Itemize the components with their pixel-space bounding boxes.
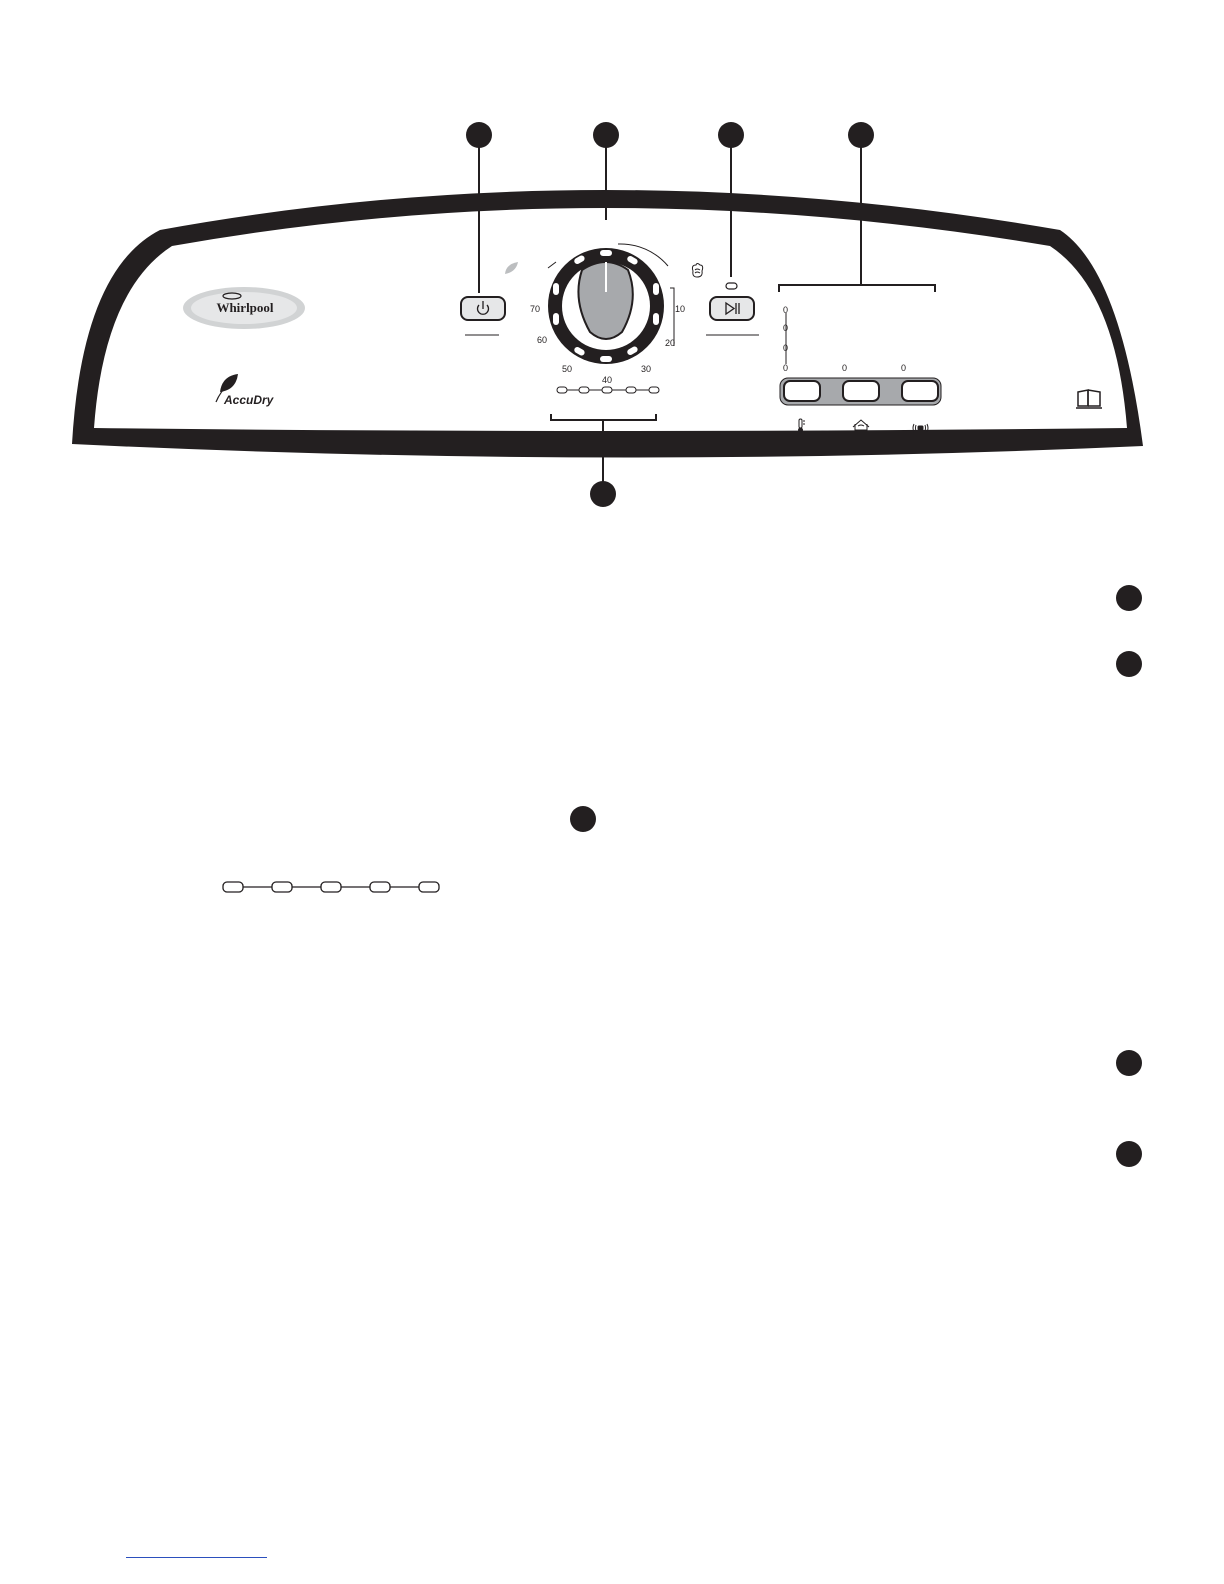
- scale-label-50: 50: [562, 364, 573, 374]
- scale-label-40: 40: [602, 375, 613, 385]
- signal-button[interactable]: [902, 381, 938, 401]
- level-label-4: 0: [783, 363, 789, 373]
- callout-marker-2: [593, 122, 619, 148]
- footer-link-underline[interactable]: [126, 1557, 267, 1558]
- dryness-button[interactable]: [843, 381, 879, 401]
- temperature-button[interactable]: [784, 381, 820, 401]
- callout-marker-3: [718, 122, 744, 148]
- callout-marker-5: [590, 481, 616, 507]
- start-indicator-led: [726, 283, 737, 289]
- section-marker-d: [1116, 1050, 1142, 1076]
- section-marker-b: [1116, 651, 1142, 677]
- legend-led-chain: [223, 882, 439, 892]
- level-label-2: 0: [783, 323, 789, 333]
- column-label-2: 0: [842, 363, 848, 373]
- level-label-1: 0: [783, 305, 789, 315]
- scale-label-20: 20: [665, 338, 676, 348]
- section-marker-e: [1116, 1141, 1142, 1167]
- brand-logo: Whirlpool: [216, 300, 274, 315]
- start-pause-button[interactable]: [710, 297, 754, 320]
- level-label-3: 0: [783, 343, 789, 353]
- scale-label-10: 10: [675, 304, 686, 314]
- scale-label-70: 70: [530, 304, 541, 314]
- accudry-logo: AccuDry: [224, 393, 274, 407]
- section-marker-c: [570, 806, 596, 832]
- section-marker-a: [1116, 585, 1142, 611]
- scale-label-30: 30: [641, 364, 652, 374]
- column-label-3: 0: [901, 363, 907, 373]
- callout-marker-1: [466, 122, 492, 148]
- scale-label-60: 60: [537, 335, 548, 345]
- callout-marker-4: [848, 122, 874, 148]
